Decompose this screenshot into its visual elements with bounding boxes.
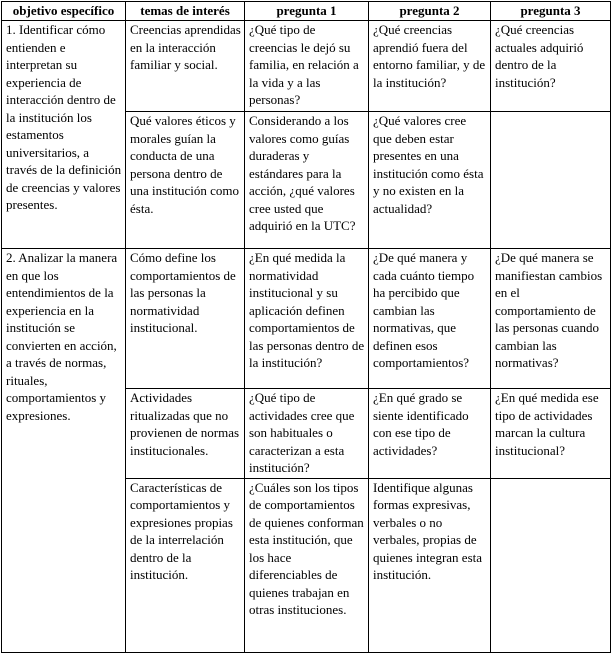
pregunta-1-cell: ¿Cuáles son los tipos de comportamientos de quienes conforman esta institución, que los hace diferenciables de quienes trabajan en otras instituciones. xyxy=(245,478,369,652)
header-objetivo: objetivo específico xyxy=(2,2,126,21)
tema-cell: Actividades ritualizadas que no provienen de normas institucionales. xyxy=(126,389,245,479)
table-row xyxy=(2,21,611,112)
header-pregunta-1: pregunta 1 xyxy=(245,2,369,21)
pregunta-1-cell: ¿Qué tipo de actividades cree que son habituales o caracterizan a esta institución? xyxy=(245,389,369,479)
pregunta-3-cell xyxy=(491,112,611,249)
table-row xyxy=(2,249,611,389)
pregunta-2-cell: ¿En qué grado se siente identificado con ese tipo de actividades? xyxy=(369,389,491,479)
pregunta-1-cell: ¿Qué tipo de creencias le dejó su familia, en relación a la vida y a las personas? xyxy=(245,21,369,112)
tema-cell: Características de comportamientos y expresiones propias de la interrelación dentro de la institución. xyxy=(126,478,245,652)
header-temas: temas de interés xyxy=(126,2,245,21)
objective-2-cell: 2. Analizar la manera en que los entendimientos de la experiencia en la institución se convierten en acción, a través de normas, rituales, comportamientos y expresiones. xyxy=(2,249,126,653)
pregunta-3-cell: ¿En qué medida ese tipo de actividades marcan la cultura institucional? xyxy=(491,389,611,479)
pregunta-2-cell: ¿Qué creencias aprendió fuera del entorno familiar, y de la institución? xyxy=(369,21,491,112)
pregunta-2-cell: ¿De qué manera y cada cuánto tiempo ha percibido que cambian las normativas, que definen esos comportamientos? xyxy=(369,249,491,389)
header-pregunta-3: pregunta 3 xyxy=(491,2,611,21)
tema-cell: Creencias aprendidas en la interacción familiar y social. xyxy=(126,21,245,112)
pregunta-2-cell: ¿Qué valores cree que deben estar presentes en una institución como ésta y no existen en la actualidad? xyxy=(369,112,491,249)
tema-cell: Qué valores éticos y morales guían la conducta de una persona dentro de una institución como ésta. xyxy=(126,112,245,249)
pregunta-1-cell: Considerando a los valores como guías duraderas y estándares para la acción, ¿qué valores cree usted que adquirió en la UTC? xyxy=(245,112,369,249)
pregunta-1-cell: ¿En qué medida la normatividad institucional y su aplicación definen comportamientos de las personas dentro de la institución? xyxy=(245,249,369,389)
interview-guide-table xyxy=(1,1,611,653)
pregunta-3-cell: ¿De qué manera se manifiestan cambios en el comportamiento de las personas cuando cambian las normativas? xyxy=(491,249,611,389)
header-pregunta-2: pregunta 2 xyxy=(369,2,491,21)
pregunta-3-cell: ¿Qué creencias actuales adquirió dentro de la institución? xyxy=(491,21,611,112)
objective-1-cell: 1. Identificar cómo entienden e interpretan su experiencia de interacción dentro de la institución los estamentos universitarios, a través de la definición de creencias y valores presentes. xyxy=(2,21,126,249)
tema-cell: Cómo define los comportamientos de las personas la normatividad institucional. xyxy=(126,249,245,389)
pregunta-3-cell xyxy=(491,478,611,652)
pregunta-2-cell: Identifique algunas formas expresivas, verbales o no verbales, propias de quienes integran esta institución. xyxy=(369,478,491,652)
header-row xyxy=(2,2,611,21)
